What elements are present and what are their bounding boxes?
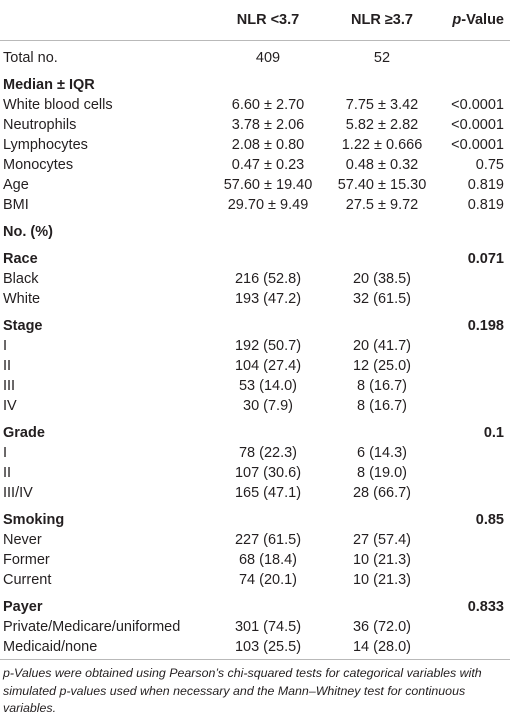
row-nlr-high: 14 (28.0)	[352, 639, 412, 655]
group-heading-row	[0, 503, 510, 530]
table-row	[0, 617, 510, 637]
row-nlr-high: 8 (19.0)	[357, 465, 407, 481]
row-label: Medicaid/none	[3, 639, 98, 655]
row-nlr-low: 216 (52.8)	[234, 271, 302, 287]
table-row	[0, 135, 510, 155]
group-title: Smoking	[3, 512, 65, 528]
row-nlr-low: 68 (18.4)	[238, 552, 298, 568]
row-nlr-high: 27.5 ± 9.72	[345, 197, 419, 213]
row-nlr-high: 6 (14.3)	[357, 445, 407, 461]
row-nlr-low: 53 (14.0)	[238, 378, 298, 394]
row-nlr-high: 28 (66.7)	[352, 485, 412, 501]
total-nlr-low: 409	[255, 50, 281, 66]
group-p-value: 0.85	[475, 512, 504, 528]
row-p-value: 0.75	[475, 157, 504, 173]
row-nlr-low: 29.70 ± 9.49	[227, 197, 309, 213]
table-bottom-rule	[0, 659, 510, 660]
total-row	[0, 41, 510, 69]
row-label: Never	[3, 532, 42, 548]
row-nlr-low: 3.78 ± 2.06	[231, 117, 305, 133]
header-row	[0, 0, 510, 41]
row-nlr-low: 2.08 ± 0.80	[231, 137, 305, 153]
row-nlr-low: 227 (61.5)	[234, 532, 302, 548]
header-p-italic: p	[452, 12, 462, 28]
row-nlr-low: 103 (25.5)	[234, 639, 302, 655]
median-heading-row	[0, 68, 510, 95]
group-p-value: 0.198	[467, 318, 504, 334]
row-nlr-low: 57.60 ± 19.40	[223, 177, 313, 193]
group-p-value: 0.1	[483, 425, 504, 441]
row-nlr-high: 8 (16.7)	[357, 398, 407, 414]
row-label: Private/Medicare/uniformed	[3, 619, 181, 635]
group-p-value: 0.833	[467, 599, 504, 615]
row-p-value: 0.819	[467, 197, 504, 213]
table-row	[0, 637, 510, 659]
row-nlr-low: 104 (27.4)	[234, 358, 302, 374]
table-row	[0, 95, 510, 115]
table-row	[0, 155, 510, 175]
group-heading-row	[0, 416, 510, 443]
header-p-suffix: -Value	[461, 12, 504, 28]
row-label: I	[3, 445, 8, 461]
row-nlr-low: 30 (7.9)	[243, 398, 293, 414]
row-nlr-high: 10 (21.3)	[352, 572, 412, 588]
row-label: II	[3, 358, 12, 374]
row-nlr-high: 1.22 ± 0.666	[341, 137, 423, 153]
table-row	[0, 463, 510, 483]
row-p-value: <0.0001	[451, 97, 504, 113]
row-nlr-high: 8 (16.7)	[357, 378, 407, 394]
row-nlr-high: 36 (72.0)	[352, 619, 412, 635]
row-nlr-low: 301 (74.5)	[234, 619, 302, 635]
total-nlr-high: 52	[373, 50, 391, 66]
row-label: IV	[3, 398, 17, 414]
table-row	[0, 570, 510, 590]
row-label: Age	[3, 177, 29, 193]
header-nlr-high: NLR ≥3.7	[351, 12, 413, 28]
row-nlr-high: 57.40 ± 15.30	[337, 177, 427, 193]
group-heading-row	[0, 309, 510, 336]
table-footnote: p-Values were obtained using Pearson’s chi-squared tests for categorical variables with simulated p-values used when necessary and the Mann–Whitney test for continuous variables.	[3, 666, 482, 715]
row-label: White blood cells	[3, 97, 113, 113]
median-heading: Median ± IQR	[3, 77, 95, 93]
count-heading: No. (%)	[3, 224, 53, 240]
row-label: Monocytes	[3, 157, 74, 173]
group-heading-row	[0, 242, 510, 269]
table-row	[0, 336, 510, 356]
group-title: Grade	[3, 425, 45, 441]
group-title: Race	[3, 251, 38, 267]
table-row	[0, 483, 510, 503]
row-nlr-high: 27 (57.4)	[352, 532, 412, 548]
row-nlr-high: 12 (25.0)	[352, 358, 412, 374]
row-label: Neutrophils	[3, 117, 77, 133]
row-label: White	[3, 291, 41, 307]
count-heading-row	[0, 215, 510, 242]
row-label: III/IV	[3, 485, 33, 501]
row-nlr-low: 74 (20.1)	[238, 572, 298, 588]
row-nlr-high: 5.82 ± 2.82	[345, 117, 419, 133]
header-p-value	[436, 0, 510, 41]
group-title: Payer	[3, 599, 43, 615]
table-row	[0, 530, 510, 550]
row-label: Lymphocytes	[3, 137, 88, 153]
total-p	[436, 41, 510, 69]
row-label: III	[3, 378, 16, 394]
row-nlr-high: 0.48 ± 0.32	[345, 157, 419, 173]
row-nlr-high: 32 (61.5)	[352, 291, 412, 307]
row-nlr-high: 20 (41.7)	[352, 338, 412, 354]
group-heading-row	[0, 590, 510, 617]
row-p-value: <0.0001	[451, 137, 504, 153]
row-nlr-low: 165 (47.1)	[234, 485, 302, 501]
row-label: Black	[3, 271, 39, 287]
row-nlr-low: 6.60 ± 2.70	[231, 97, 305, 113]
table-row	[0, 550, 510, 570]
table-row	[0, 376, 510, 396]
row-label: I	[3, 338, 8, 354]
row-nlr-low: 192 (50.7)	[234, 338, 302, 354]
table-row	[0, 175, 510, 195]
row-p-value: <0.0001	[451, 117, 504, 133]
table-row	[0, 195, 510, 215]
row-nlr-low: 193 (47.2)	[234, 291, 302, 307]
row-label: Former	[3, 552, 50, 568]
row-label: II	[3, 465, 12, 481]
group-title: Stage	[3, 318, 43, 334]
row-label: Current	[3, 572, 52, 588]
table-row	[0, 115, 510, 135]
table-row	[0, 269, 510, 289]
table-row	[0, 396, 510, 416]
table-row	[0, 356, 510, 376]
table-row	[0, 443, 510, 463]
row-nlr-high: 10 (21.3)	[352, 552, 412, 568]
row-label: BMI	[3, 197, 29, 213]
row-nlr-low: 0.47 ± 0.23	[231, 157, 305, 173]
row-nlr-high: 7.75 ± 3.42	[345, 97, 419, 113]
row-nlr-high: 20 (38.5)	[352, 271, 412, 287]
header-blank	[0, 0, 208, 41]
row-nlr-low: 107 (30.6)	[234, 465, 302, 481]
group-p-value: 0.071	[467, 251, 504, 267]
row-p-value: 0.819	[467, 177, 504, 193]
table-row	[0, 289, 510, 309]
row-nlr-low: 78 (22.3)	[238, 445, 298, 461]
total-label: Total no.	[3, 50, 58, 66]
header-nlr-low: NLR <3.7	[236, 12, 300, 28]
